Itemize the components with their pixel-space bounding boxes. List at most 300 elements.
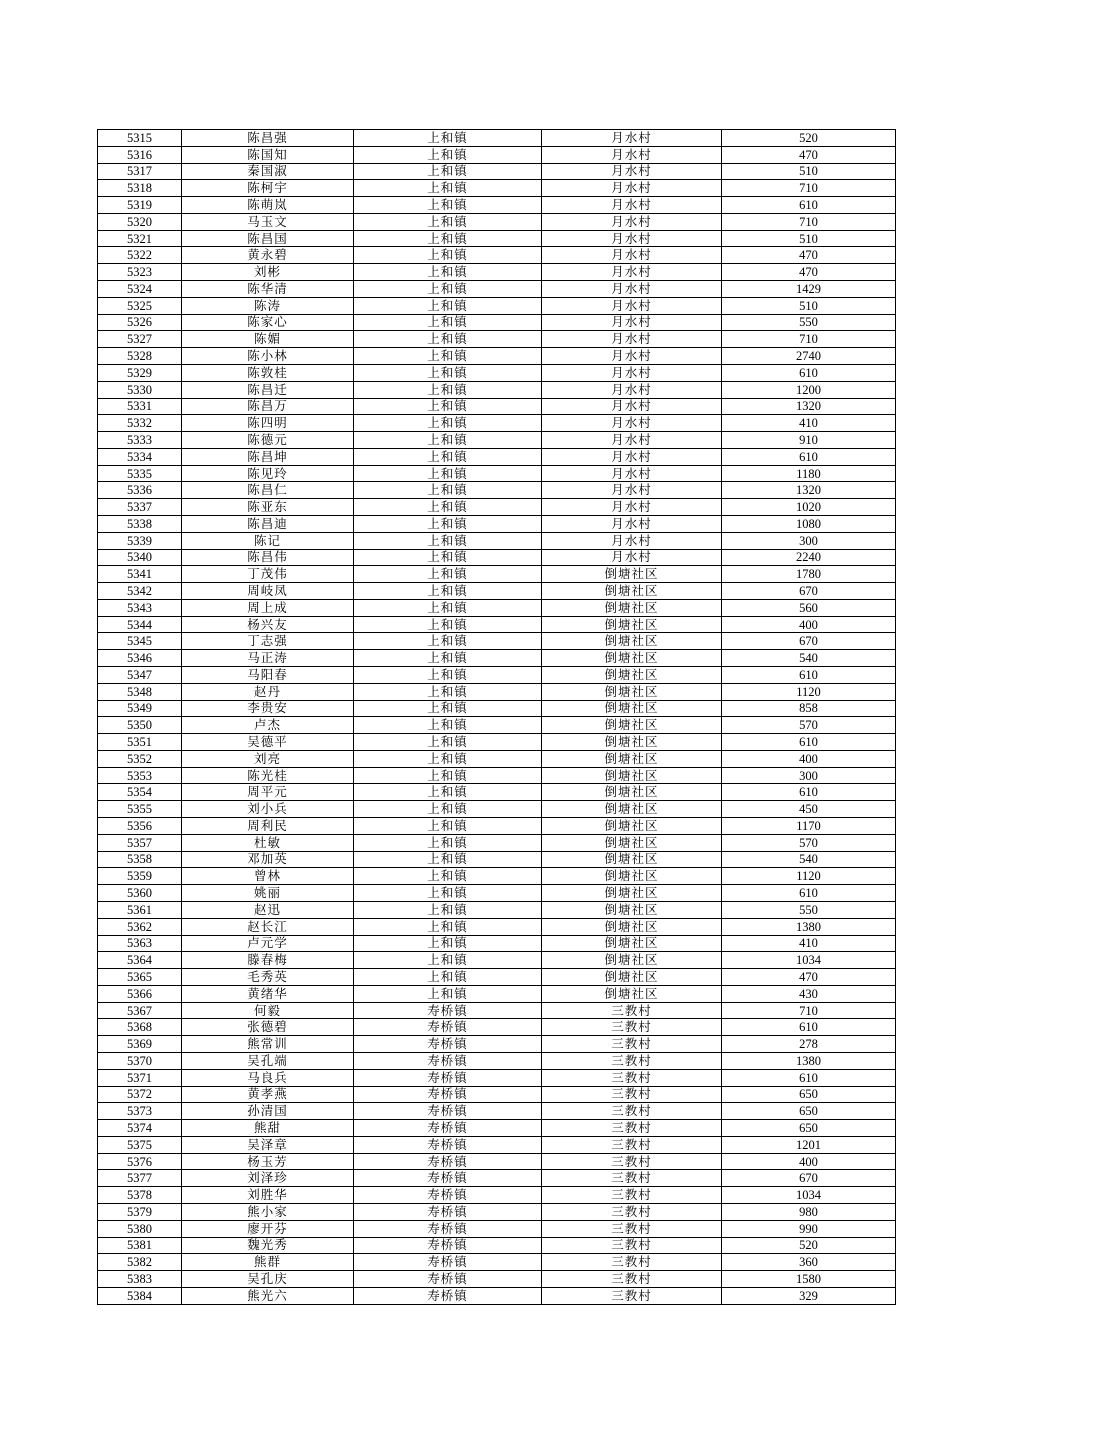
name-cell: 毛秀英: [182, 969, 354, 986]
town-cell: 上和镇: [354, 432, 542, 449]
town-cell: 上和镇: [354, 146, 542, 163]
row-number-cell: 5364: [98, 952, 182, 969]
village-cell: 月水村: [542, 515, 722, 532]
name-cell: 卢元学: [182, 935, 354, 952]
amount-cell: 2740: [722, 348, 896, 365]
amount-cell: 510: [722, 230, 896, 247]
name-cell: 马阳春: [182, 667, 354, 684]
amount-cell: 610: [722, 784, 896, 801]
row-number-cell: 5343: [98, 599, 182, 616]
town-cell: 寿桥镇: [354, 1052, 542, 1069]
table-row: [98, 834, 896, 851]
amount-cell: 1380: [722, 918, 896, 935]
name-cell: 陈光桂: [182, 767, 354, 784]
amount-cell: 470: [722, 146, 896, 163]
amount-cell: 450: [722, 801, 896, 818]
town-cell: 上和镇: [354, 549, 542, 566]
town-cell: 上和镇: [354, 667, 542, 684]
village-cell: 月水村: [542, 297, 722, 314]
name-cell: 陈小林: [182, 348, 354, 365]
row-number-cell: 5319: [98, 197, 182, 214]
town-cell: 上和镇: [354, 532, 542, 549]
name-cell: 陈昌强: [182, 130, 354, 147]
name-cell: 熊常训: [182, 1036, 354, 1053]
row-number-cell: 5375: [98, 1136, 182, 1153]
village-cell: 三教村: [542, 1120, 722, 1137]
name-cell: 陈敦桂: [182, 364, 354, 381]
row-number-cell: 5368: [98, 1019, 182, 1036]
village-cell: 倒塘社区: [542, 918, 722, 935]
table-row: [98, 885, 896, 902]
amount-cell: 470: [722, 969, 896, 986]
table-row: [98, 146, 896, 163]
village-cell: 倒塘社区: [542, 717, 722, 734]
village-cell: 三教村: [542, 1103, 722, 1120]
name-cell: 周岐凤: [182, 583, 354, 600]
row-number-cell: 5366: [98, 985, 182, 1002]
town-cell: 上和镇: [354, 465, 542, 482]
row-number-cell: 5318: [98, 180, 182, 197]
town-cell: 上和镇: [354, 599, 542, 616]
amount-cell: 710: [722, 1002, 896, 1019]
row-number-cell: 5337: [98, 499, 182, 516]
name-cell: 黄孝燕: [182, 1086, 354, 1103]
name-cell: 吴孔端: [182, 1052, 354, 1069]
amount-cell: 710: [722, 180, 896, 197]
town-cell: 上和镇: [354, 885, 542, 902]
name-cell: 刘胜华: [182, 1187, 354, 1204]
name-cell: 廖开芬: [182, 1220, 354, 1237]
village-cell: 月水村: [542, 314, 722, 331]
row-number-cell: 5361: [98, 901, 182, 918]
village-cell: 倒塘社区: [542, 566, 722, 583]
name-cell: 姚丽: [182, 885, 354, 902]
village-cell: 月水村: [542, 264, 722, 281]
village-cell: 月水村: [542, 532, 722, 549]
table-row: [98, 1237, 896, 1254]
name-cell: 赵迅: [182, 901, 354, 918]
name-cell: 陈昌国: [182, 230, 354, 247]
name-cell: 赵长江: [182, 918, 354, 935]
village-cell: 倒塘社区: [542, 985, 722, 1002]
row-number-cell: 5382: [98, 1254, 182, 1271]
row-number-cell: 5363: [98, 935, 182, 952]
name-cell: 秦国淑: [182, 163, 354, 180]
town-cell: 上和镇: [354, 583, 542, 600]
table-row: [98, 667, 896, 684]
table-row: [98, 801, 896, 818]
amount-cell: 510: [722, 297, 896, 314]
table-row: [98, 381, 896, 398]
village-cell: 月水村: [542, 549, 722, 566]
town-cell: 上和镇: [354, 348, 542, 365]
table-row: [98, 1086, 896, 1103]
name-cell: 陈萌岚: [182, 197, 354, 214]
table-row: [98, 448, 896, 465]
table-row: [98, 683, 896, 700]
village-cell: 月水村: [542, 197, 722, 214]
amount-cell: 1200: [722, 381, 896, 398]
row-number-cell: 5321: [98, 230, 182, 247]
town-cell: 上和镇: [354, 381, 542, 398]
name-cell: 陈昌迁: [182, 381, 354, 398]
table-row: [98, 750, 896, 767]
table-row: [98, 230, 896, 247]
amount-cell: 1180: [722, 465, 896, 482]
name-cell: 邓加英: [182, 851, 354, 868]
town-cell: 上和镇: [354, 398, 542, 415]
town-cell: 上和镇: [354, 331, 542, 348]
village-cell: 三教村: [542, 1086, 722, 1103]
name-cell: 吴德平: [182, 734, 354, 751]
table-row: [98, 1120, 896, 1137]
name-cell: 陈见玲: [182, 465, 354, 482]
village-cell: 月水村: [542, 213, 722, 230]
row-number-cell: 5377: [98, 1170, 182, 1187]
amount-cell: 540: [722, 851, 896, 868]
row-number-cell: 5345: [98, 633, 182, 650]
village-cell: 月水村: [542, 465, 722, 482]
row-number-cell: 5354: [98, 784, 182, 801]
town-cell: 上和镇: [354, 767, 542, 784]
amount-cell: 610: [722, 364, 896, 381]
town-cell: 寿桥镇: [354, 1069, 542, 1086]
town-cell: 上和镇: [354, 969, 542, 986]
town-cell: 上和镇: [354, 130, 542, 147]
table-row: [98, 1052, 896, 1069]
village-cell: 倒塘社区: [542, 868, 722, 885]
row-number-cell: 5378: [98, 1187, 182, 1204]
table-row: [98, 213, 896, 230]
name-cell: 张德碧: [182, 1019, 354, 1036]
town-cell: 上和镇: [354, 180, 542, 197]
table-row: [98, 969, 896, 986]
amount-cell: 520: [722, 130, 896, 147]
village-cell: 倒塘社区: [542, 767, 722, 784]
town-cell: 寿桥镇: [354, 1120, 542, 1137]
row-number-cell: 5362: [98, 918, 182, 935]
village-cell: 三教村: [542, 1052, 722, 1069]
town-cell: 上和镇: [354, 264, 542, 281]
name-cell: 丁茂伟: [182, 566, 354, 583]
row-number-cell: 5372: [98, 1086, 182, 1103]
table-row: [98, 1287, 896, 1304]
village-cell: 月水村: [542, 448, 722, 465]
town-cell: 上和镇: [354, 247, 542, 264]
amount-cell: 710: [722, 331, 896, 348]
village-cell: 倒塘社区: [542, 750, 722, 767]
village-cell: 三教村: [542, 1187, 722, 1204]
table-row: [98, 985, 896, 1002]
row-number-cell: 5326: [98, 314, 182, 331]
row-number-cell: 5333: [98, 432, 182, 449]
table-row: [98, 197, 896, 214]
town-cell: 寿桥镇: [354, 1170, 542, 1187]
town-cell: 上和镇: [354, 364, 542, 381]
table-row: [98, 499, 896, 516]
village-cell: 倒塘社区: [542, 583, 722, 600]
town-cell: 寿桥镇: [354, 1002, 542, 1019]
name-cell: 孙清国: [182, 1103, 354, 1120]
amount-cell: 400: [722, 750, 896, 767]
amount-cell: 1580: [722, 1271, 896, 1288]
village-cell: 倒塘社区: [542, 667, 722, 684]
amount-cell: 610: [722, 667, 896, 684]
amount-cell: 560: [722, 599, 896, 616]
name-cell: 李贵安: [182, 700, 354, 717]
village-cell: 倒塘社区: [542, 683, 722, 700]
name-cell: 陈柯宇: [182, 180, 354, 197]
village-cell: 倒塘社区: [542, 784, 722, 801]
amount-cell: 1120: [722, 868, 896, 885]
town-cell: 上和镇: [354, 499, 542, 516]
table-row: [98, 717, 896, 734]
town-cell: 上和镇: [354, 801, 542, 818]
row-number-cell: 5332: [98, 415, 182, 432]
village-cell: 三教村: [542, 1204, 722, 1221]
amount-cell: 670: [722, 583, 896, 600]
row-number-cell: 5320: [98, 213, 182, 230]
table-row: [98, 583, 896, 600]
amount-cell: 650: [722, 1103, 896, 1120]
table-row: [98, 784, 896, 801]
town-cell: 上和镇: [354, 901, 542, 918]
name-cell: 马良兵: [182, 1069, 354, 1086]
name-cell: 熊甜: [182, 1120, 354, 1137]
table-row: [98, 1220, 896, 1237]
name-cell: 陈昌迪: [182, 515, 354, 532]
name-cell: 周利民: [182, 818, 354, 835]
name-cell: 陈记: [182, 532, 354, 549]
village-cell: 倒塘社区: [542, 851, 722, 868]
amount-cell: 470: [722, 247, 896, 264]
row-number-cell: 5353: [98, 767, 182, 784]
amount-cell: 1080: [722, 515, 896, 532]
name-cell: 熊群: [182, 1254, 354, 1271]
name-cell: 周上成: [182, 599, 354, 616]
table-row: [98, 398, 896, 415]
amount-cell: 410: [722, 935, 896, 952]
amount-cell: 400: [722, 1153, 896, 1170]
name-cell: 刘亮: [182, 750, 354, 767]
village-cell: 倒塘社区: [542, 700, 722, 717]
town-cell: 寿桥镇: [354, 1220, 542, 1237]
table-row: [98, 1187, 896, 1204]
row-number-cell: 5334: [98, 448, 182, 465]
name-cell: 杨玉芳: [182, 1153, 354, 1170]
table-row: [98, 1136, 896, 1153]
town-cell: 上和镇: [354, 415, 542, 432]
table-row: [98, 163, 896, 180]
village-cell: 月水村: [542, 432, 722, 449]
table-row: [98, 767, 896, 784]
name-cell: 丁志强: [182, 633, 354, 650]
name-cell: 吴泽章: [182, 1136, 354, 1153]
table-row: [98, 566, 896, 583]
data-table: [97, 129, 896, 1305]
row-number-cell: 5331: [98, 398, 182, 415]
row-number-cell: 5324: [98, 281, 182, 298]
table-row: [98, 1036, 896, 1053]
name-cell: 马正涛: [182, 650, 354, 667]
village-cell: 倒塘社区: [542, 935, 722, 952]
table-row: [98, 734, 896, 751]
name-cell: 陈昌万: [182, 398, 354, 415]
name-cell: 马玉文: [182, 213, 354, 230]
town-cell: 寿桥镇: [354, 1019, 542, 1036]
amount-cell: 470: [722, 264, 896, 281]
table-row: [98, 432, 896, 449]
town-cell: 寿桥镇: [354, 1287, 542, 1304]
row-number-cell: 5346: [98, 650, 182, 667]
amount-cell: 300: [722, 767, 896, 784]
table-row: [98, 1002, 896, 1019]
town-cell: 上和镇: [354, 935, 542, 952]
town-cell: 上和镇: [354, 952, 542, 969]
row-number-cell: 5371: [98, 1069, 182, 1086]
amount-cell: 610: [722, 885, 896, 902]
table-body: [98, 130, 896, 1305]
village-cell: 倒塘社区: [542, 969, 722, 986]
amount-cell: 670: [722, 633, 896, 650]
name-cell: 陈昌伟: [182, 549, 354, 566]
town-cell: 寿桥镇: [354, 1271, 542, 1288]
amount-cell: 430: [722, 985, 896, 1002]
town-cell: 上和镇: [354, 750, 542, 767]
village-cell: 月水村: [542, 499, 722, 516]
name-cell: 黄绪华: [182, 985, 354, 1002]
row-number-cell: 5327: [98, 331, 182, 348]
town-cell: 上和镇: [354, 230, 542, 247]
amount-cell: 610: [722, 734, 896, 751]
town-cell: 上和镇: [354, 918, 542, 935]
table-row: [98, 465, 896, 482]
row-number-cell: 5379: [98, 1204, 182, 1221]
amount-cell: 550: [722, 901, 896, 918]
village-cell: 倒塘社区: [542, 633, 722, 650]
amount-cell: 400: [722, 616, 896, 633]
name-cell: 陈媚: [182, 331, 354, 348]
row-number-cell: 5360: [98, 885, 182, 902]
village-cell: 倒塘社区: [542, 818, 722, 835]
amount-cell: 990: [722, 1220, 896, 1237]
row-number-cell: 5374: [98, 1120, 182, 1137]
village-cell: 三教村: [542, 1002, 722, 1019]
village-cell: 月水村: [542, 364, 722, 381]
row-number-cell: 5370: [98, 1052, 182, 1069]
amount-cell: 570: [722, 717, 896, 734]
table-row: [98, 264, 896, 281]
village-cell: 月水村: [542, 482, 722, 499]
town-cell: 上和镇: [354, 515, 542, 532]
name-cell: 黄永碧: [182, 247, 354, 264]
name-cell: 周平元: [182, 784, 354, 801]
amount-cell: 1034: [722, 952, 896, 969]
table-row: [98, 599, 896, 616]
village-cell: 三教村: [542, 1136, 722, 1153]
town-cell: 上和镇: [354, 868, 542, 885]
name-cell: 滕春梅: [182, 952, 354, 969]
town-cell: 上和镇: [354, 163, 542, 180]
table-row: [98, 297, 896, 314]
amount-cell: 610: [722, 448, 896, 465]
name-cell: 熊小家: [182, 1204, 354, 1221]
row-number-cell: 5380: [98, 1220, 182, 1237]
amount-cell: 650: [722, 1086, 896, 1103]
name-cell: 卢杰: [182, 717, 354, 734]
table-row: [98, 851, 896, 868]
town-cell: 上和镇: [354, 281, 542, 298]
row-number-cell: 5328: [98, 348, 182, 365]
table-row: [98, 482, 896, 499]
town-cell: 上和镇: [354, 717, 542, 734]
village-cell: 月水村: [542, 415, 722, 432]
village-cell: 三教村: [542, 1254, 722, 1271]
table-row: [98, 650, 896, 667]
village-cell: 倒塘社区: [542, 901, 722, 918]
name-cell: 熊光六: [182, 1287, 354, 1304]
village-cell: 月水村: [542, 230, 722, 247]
row-number-cell: 5350: [98, 717, 182, 734]
town-cell: 上和镇: [354, 650, 542, 667]
table-row: [98, 700, 896, 717]
table-row: [98, 868, 896, 885]
amount-cell: 329: [722, 1287, 896, 1304]
village-cell: 月水村: [542, 398, 722, 415]
town-cell: 上和镇: [354, 818, 542, 835]
table-row: [98, 616, 896, 633]
amount-cell: 858: [722, 700, 896, 717]
name-cell: 陈亚东: [182, 499, 354, 516]
name-cell: 赵丹: [182, 683, 354, 700]
row-number-cell: 5373: [98, 1103, 182, 1120]
table-row: [98, 348, 896, 365]
row-number-cell: 5342: [98, 583, 182, 600]
amount-cell: 1020: [722, 499, 896, 516]
row-number-cell: 5352: [98, 750, 182, 767]
name-cell: 曾林: [182, 868, 354, 885]
amount-cell: 1034: [722, 1187, 896, 1204]
amount-cell: 550: [722, 314, 896, 331]
town-cell: 上和镇: [354, 834, 542, 851]
village-cell: 三教村: [542, 1220, 722, 1237]
row-number-cell: 5349: [98, 700, 182, 717]
town-cell: 上和镇: [354, 851, 542, 868]
row-number-cell: 5329: [98, 364, 182, 381]
town-cell: 上和镇: [354, 683, 542, 700]
table-row: [98, 247, 896, 264]
village-cell: 三教村: [542, 1271, 722, 1288]
name-cell: 陈国知: [182, 146, 354, 163]
village-cell: 三教村: [542, 1019, 722, 1036]
amount-cell: 278: [722, 1036, 896, 1053]
village-cell: 倒塘社区: [542, 834, 722, 851]
amount-cell: 1120: [722, 683, 896, 700]
row-number-cell: 5338: [98, 515, 182, 532]
name-cell: 吴孔庆: [182, 1271, 354, 1288]
row-number-cell: 5355: [98, 801, 182, 818]
amount-cell: 1170: [722, 818, 896, 835]
town-cell: 上和镇: [354, 700, 542, 717]
village-cell: 月水村: [542, 281, 722, 298]
town-cell: 寿桥镇: [354, 1153, 542, 1170]
town-cell: 寿桥镇: [354, 1103, 542, 1120]
amount-cell: 520: [722, 1237, 896, 1254]
amount-cell: 1201: [722, 1136, 896, 1153]
table-row: [98, 1069, 896, 1086]
row-number-cell: 5348: [98, 683, 182, 700]
name-cell: 陈四明: [182, 415, 354, 432]
